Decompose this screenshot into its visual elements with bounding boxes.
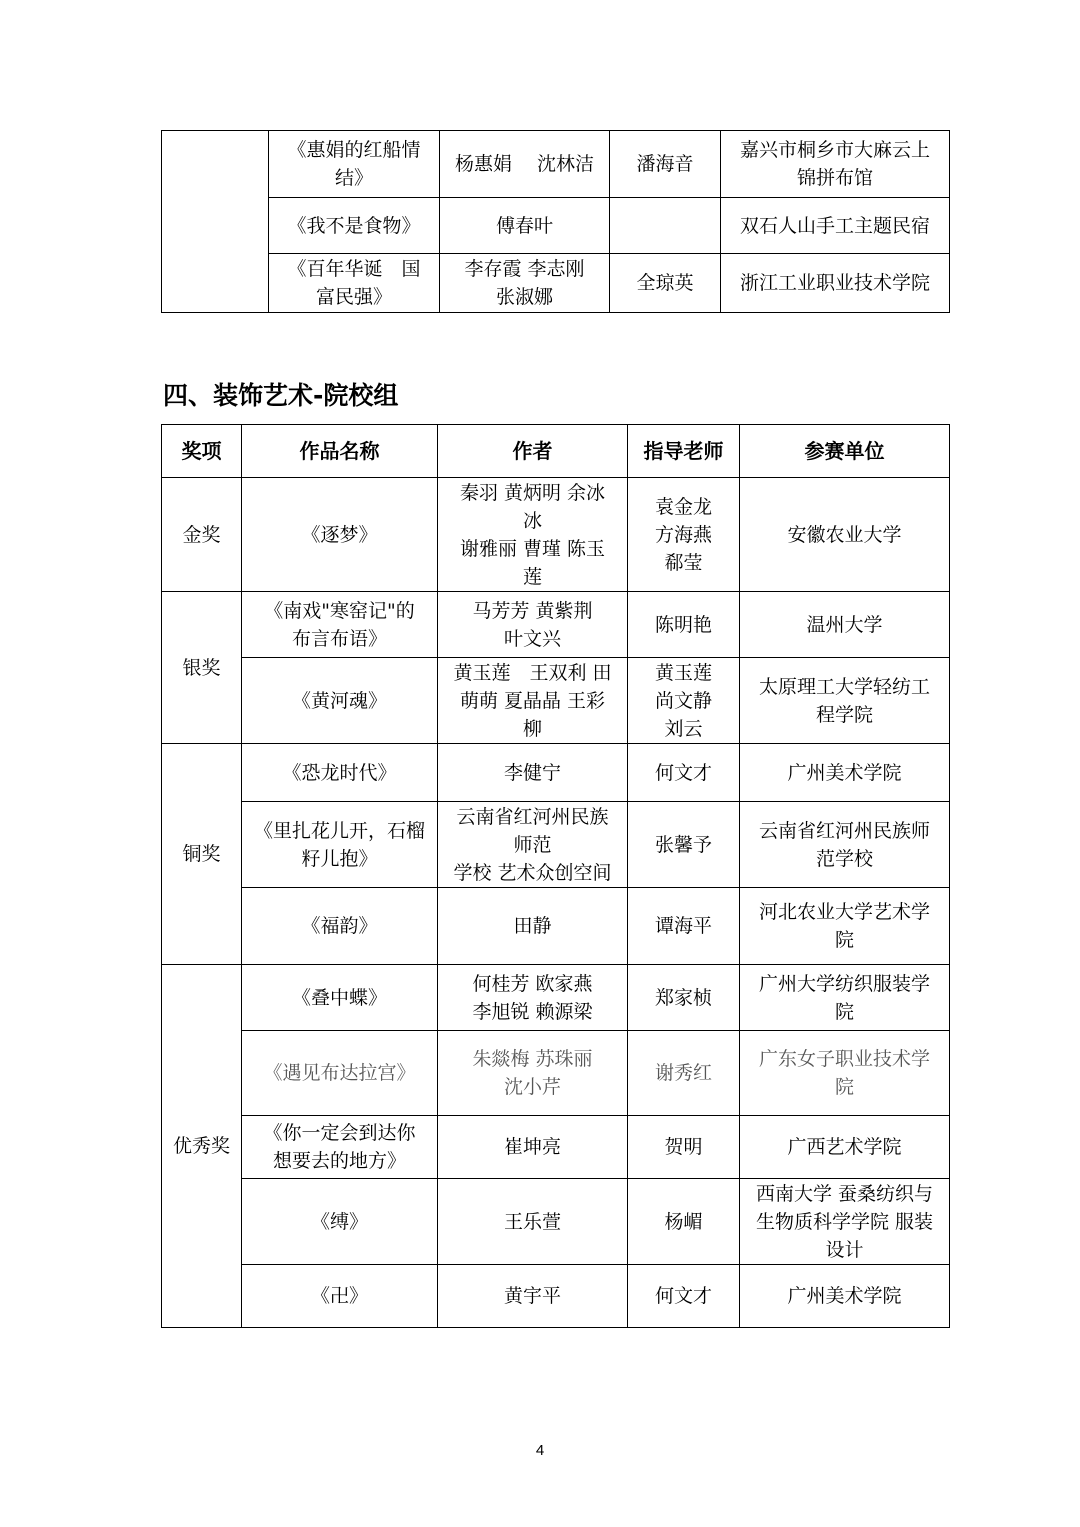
unit-cell: 广州美术学院 — [740, 744, 950, 802]
table-row — [162, 198, 950, 254]
unit-cell: 云南省红河州民族师 范学校 — [740, 802, 950, 888]
work-title-cell: 《福韵》 — [242, 888, 438, 965]
header-work: 作品名称 — [242, 425, 438, 478]
advisor-cell — [610, 198, 721, 254]
work-title-cell: 《缚》 — [242, 1179, 438, 1265]
header-award: 奖项 — [162, 425, 242, 478]
table-row — [162, 254, 950, 313]
unit-cell: 广州美术学院 — [740, 1265, 950, 1328]
advisor-cell: 陈明艳 — [628, 592, 740, 658]
authors-cell: 崔坤亮 — [438, 1116, 628, 1179]
section-title: 四、装饰艺术-院校组 — [163, 381, 399, 410]
unit-cell: 双石人山手工主题民宿 — [721, 198, 950, 254]
unit-cell: 温州大学 — [740, 592, 950, 658]
header-advisor: 指导老师 — [628, 425, 740, 478]
award-cell: 银奖 — [162, 592, 242, 744]
authors-cell: 李健宁 — [438, 744, 628, 802]
work-title-cell: 《你一定会到达你 想要去的地方》 — [242, 1116, 438, 1179]
advisor-cell: 贺明 — [628, 1116, 740, 1179]
header-unit: 参赛单位 — [740, 425, 950, 478]
work-title-cell: 《百年华诞 国 富民强》 — [269, 254, 440, 313]
award-cell: 金奖 — [162, 478, 242, 592]
award-cell: 铜奖 — [162, 744, 242, 965]
work-title-cell: 《惠娟的红船情 结》 — [269, 131, 440, 198]
advisor-cell: 黄玉莲 尚文静 刘云 — [628, 658, 740, 744]
work-title-cell: 《逐梦》 — [242, 478, 438, 592]
advisor-cell: 杨嵋 — [628, 1179, 740, 1265]
authors-cell: 傅春叶 — [440, 198, 610, 254]
unit-cell: 太原理工大学轻纺工 程学院 — [740, 658, 950, 744]
unit-cell: 安徽农业大学 — [740, 478, 950, 592]
table-row — [162, 1031, 950, 1116]
advisor-cell: 张馨予 — [628, 802, 740, 888]
advisor-cell: 谭海平 — [628, 888, 740, 965]
work-title-cell: 《恐龙时代》 — [242, 744, 438, 802]
table-row — [162, 1116, 950, 1179]
work-title-cell: 《叠中蝶》 — [242, 965, 438, 1031]
authors-cell: 田静 — [438, 888, 628, 965]
unit-cell: 河北农业大学艺术学 院 — [740, 888, 950, 965]
unit-cell: 广东女子职业技术学 院 — [740, 1031, 950, 1116]
authors-cell: 云南省红河州民族 师范 学校 艺术众创空间 — [438, 802, 628, 888]
work-title-cell: 《里扎花儿开，石榴 籽儿抱》 — [242, 802, 438, 888]
award-cell — [162, 131, 269, 313]
table-row — [162, 744, 950, 802]
advisor-cell: 郑家桢 — [628, 965, 740, 1031]
table-row — [162, 1179, 950, 1265]
authors-cell: 杨惠娟 沈林洁 — [440, 131, 610, 198]
table-row — [162, 131, 950, 198]
table-row — [162, 592, 950, 658]
advisor-cell: 袁金龙 方海燕 郗莹 — [628, 478, 740, 592]
advisor-cell: 谢秀红 — [628, 1031, 740, 1116]
unit-cell: 浙江工业职业技术学院 — [721, 254, 950, 313]
advisor-cell: 全琼英 — [610, 254, 721, 313]
table-row — [162, 658, 950, 744]
award-cell: 优秀奖 — [162, 965, 242, 1328]
authors-cell: 李存霞 李志刚 张淑娜 — [440, 254, 610, 313]
authors-cell: 秦羽 黄炳明 余冰 冰 谢雅丽 曹瑾 陈玉 莲 — [438, 478, 628, 592]
table-row — [162, 965, 950, 1031]
table-row — [162, 888, 950, 965]
advisor-cell: 何文才 — [628, 744, 740, 802]
work-title-cell: 《南戏"寒窑记"的 布言布语》 — [242, 592, 438, 658]
authors-cell: 何桂芳 欧家燕 李旭锐 赖源梁 — [438, 965, 628, 1031]
work-title-cell: 《卍》 — [242, 1265, 438, 1328]
table-row — [162, 478, 950, 592]
unit-cell: 西南大学 蚕桑纺织与 生物质科学学院 服装 设计 — [740, 1179, 950, 1265]
page-number: 4 — [535, 1442, 545, 1459]
authors-cell: 王乐萱 — [438, 1179, 628, 1265]
work-title-cell: 《黄河魂》 — [242, 658, 438, 744]
header-authors: 作者 — [438, 425, 628, 478]
table-row — [162, 802, 950, 888]
advisor-cell: 何文才 — [628, 1265, 740, 1328]
unit-cell: 广州大学纺织服装学 院 — [740, 965, 950, 1031]
unit-cell: 广西艺术学院 — [740, 1116, 950, 1179]
awards-table — [161, 424, 950, 1328]
work-title-cell: 《我不是食物》 — [269, 198, 440, 254]
authors-cell: 马芳芳 黄紫荆 叶文兴 — [438, 592, 628, 658]
authors-cell: 朱燚梅 苏珠丽 沈小芹 — [438, 1031, 628, 1116]
header-row — [162, 425, 950, 478]
table-row — [162, 1265, 950, 1328]
advisor-cell: 潘海音 — [610, 131, 721, 198]
work-title-cell: 《遇见布达拉宫》 — [242, 1031, 438, 1116]
unit-cell: 嘉兴市桐乡市大麻云上 锦拼布馆 — [721, 131, 950, 198]
authors-cell: 黄玉莲 王双利 田 萌萌 夏晶晶 王彩 柳 — [438, 658, 628, 744]
authors-cell: 黄宇平 — [438, 1265, 628, 1328]
continued-table — [161, 130, 950, 313]
